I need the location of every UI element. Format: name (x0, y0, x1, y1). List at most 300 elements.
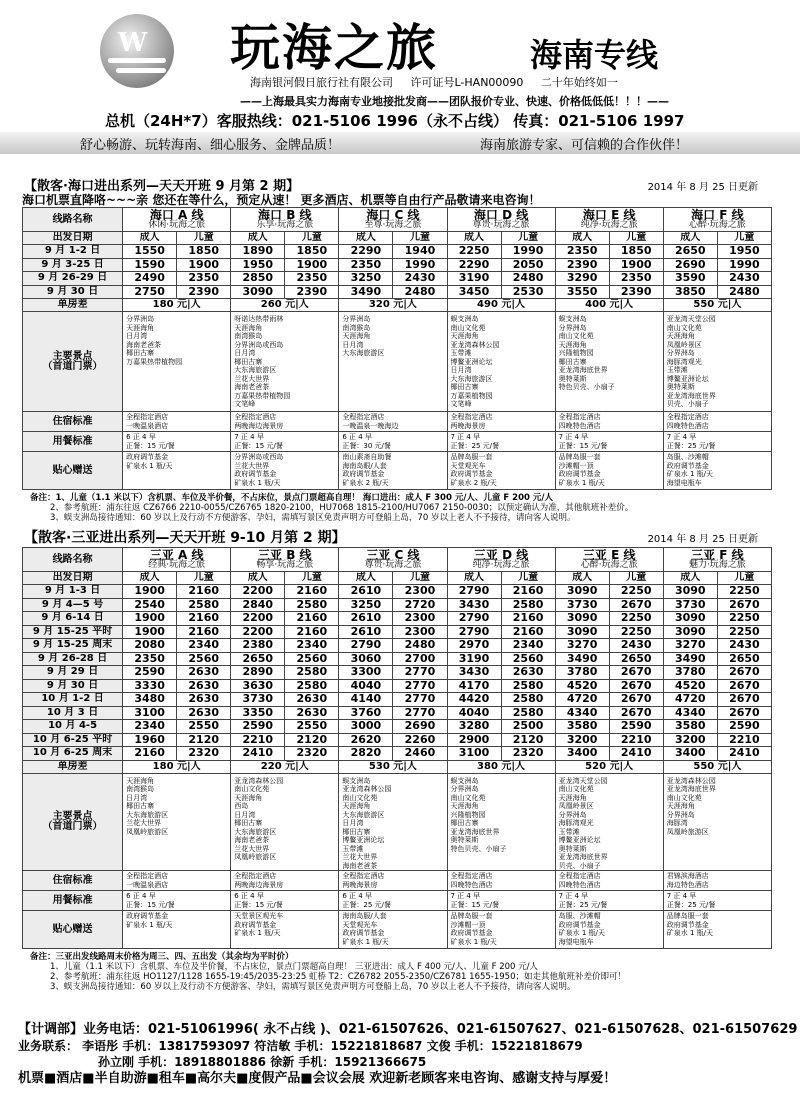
child-price: 2700 (393, 652, 447, 666)
line-name-cell (231, 208, 339, 232)
child-price: 2670 (609, 693, 663, 707)
child-price: 1850 (609, 245, 663, 259)
date-header-row (23, 232, 772, 245)
price-row (23, 652, 772, 666)
gift-items-cell: 岛服、沙滩帽 政府调节基金 矿泉水 1 瓶/天 海望电瓶车 (663, 452, 771, 490)
adult-price: 3490 (663, 652, 717, 666)
child-price: 2480 (717, 285, 771, 299)
adult-price: 3200 (663, 733, 717, 747)
child-price: 1850 (177, 245, 231, 259)
adult-header: 成人 (663, 232, 717, 245)
stay-standard-cell: 全程指定酒店 两晚海边海景房 (231, 412, 339, 432)
line-subtitle: 乐享·玩海之旅 (256, 219, 314, 230)
child-price: 2630 (177, 679, 231, 693)
child-price: 2410 (609, 747, 663, 761)
adult-header: 成人 (447, 232, 501, 245)
sights-sublabel: （首道门票） (42, 820, 103, 832)
child-price: 2300 (393, 585, 447, 599)
single-room-row (23, 760, 772, 773)
price-row (23, 625, 772, 639)
sights-cell: 亚龙湾天堂公园 南山文化苑 天涯海角 凤凰岭景区 分界洲岛 海豚湾观光 玉带滩 博鳌亚洲论坛 奥特莱斯 亚龙湾海底世界 贝壳、小扇子 (555, 773, 663, 871)
meal-standard-cell: 7 正 4 早 正餐：15 元/餐 (555, 432, 663, 452)
banner (0, 132, 800, 154)
adult-price: 4420 (447, 693, 501, 707)
line-subtitle: 尊贵·玩海之旅 (472, 219, 530, 230)
single-room-price: 490 元|人 (447, 299, 555, 312)
line-name: 三亚 C 线 (366, 547, 420, 562)
child-price: 2250 (717, 585, 771, 599)
meal-standard-row (23, 891, 772, 911)
line-subtitle: 纯净·玩海之旅 (580, 219, 638, 230)
line-subtitle: 经典·玩海之旅 (148, 559, 206, 570)
sights-cell: 蜈支洲岛 亚龙湾森林公园 南山文化苑 天涯海角 大东海旅游区 日月湾 椰田古寨 博鳌亚洲论坛 玉带滩 兰花大世界 海南老爸茶 (339, 773, 447, 871)
child-price: 2670 (609, 706, 663, 720)
child-price: 2630 (285, 706, 339, 720)
adult-price: 3090 (663, 612, 717, 626)
price-row (23, 612, 772, 626)
company-logo-icon: W (100, 14, 174, 88)
gift-items-cell: 品牌岛服一套 沙滩帽一顶 政府调节基金 矿泉水 1 瓶/天 (555, 452, 663, 490)
adult-price: 1960 (123, 733, 177, 747)
meal-standard-cell: 7 正 4 早 正餐：15 元/餐 (231, 432, 339, 452)
adult-price: 2610 (339, 585, 393, 599)
adult-price: 2490 (123, 272, 177, 286)
child-price: 1990 (717, 258, 771, 272)
meal-standard-cell: 7 正 4 早 正餐：25 元/餐 (555, 891, 663, 911)
note-line: 备注：1、儿童（1.1 米以下）含机票、车位及半价餐，不占床位，景点门票超高自理！ 海口进出：成人 F 300 元/人、儿童 F 200 元/人 (30, 493, 553, 503)
footer-services: 机票■酒店■半自助游■租车■高尔夫■度假产品■会议会展 欢迎新老顾客来电咨询、感谢支持与厚爱！ (18, 1071, 617, 1086)
child-price: 1900 (285, 258, 339, 272)
line-subtitle: 休闲·玩海之旅 (148, 219, 206, 230)
adult-price: 3200 (555, 733, 609, 747)
note-line: 备注：三亚出发线路周末价格为周三、四、五出发（其余均为平时价） (30, 952, 294, 962)
child-price: 2560 (501, 652, 555, 666)
child-price: 2160 (285, 612, 339, 626)
adult-header: 成人 (123, 232, 177, 245)
footer-phones: 【计调部】业务电话：021-51061996( 永不占线 )、021-61507626、021-61507627、021-61507628、021-61507629 (18, 1022, 798, 1037)
child-price: 2340 (177, 639, 231, 653)
line-name-cell (663, 548, 771, 572)
adult-price: 2080 (123, 639, 177, 653)
sights-cell: 分界洲岛 南湾猴岛 天涯海角 日月湾 大东海旅游区 (339, 312, 447, 412)
stay-standard-cell: 君锦滨海酒店 海边特色酒店 (663, 871, 771, 891)
stay-standard-cell: 全程指定酒店 两晚海景房 (339, 871, 447, 891)
child-price: 2250 (609, 625, 663, 639)
sights-cell: 分界洲岛 天涯海角 日月湾 海南老爸茶 椰田古寨 万嘉果热带植物园 (123, 312, 231, 412)
adult-header: 成人 (663, 572, 717, 585)
header (0, 0, 800, 175)
child-header: 儿童 (501, 572, 555, 585)
departure-date: 10 月 6-25 平时 (23, 733, 123, 747)
adult-price: 2750 (123, 285, 177, 299)
child-header: 儿童 (177, 232, 231, 245)
child-price: 2320 (501, 747, 555, 761)
stay-standard-label: 住宿标准 (23, 412, 123, 432)
adult-price: 3630 (231, 679, 285, 693)
line-name: 三亚 D 线 (473, 547, 529, 562)
child-price: 2430 (393, 272, 447, 286)
meal-standard-cell: 6 正 4 早 正餐：25 元/餐 (339, 891, 447, 911)
note-line: 1、儿童（1.1 米以下）含机票、车位及半价餐，不占床位，景点门票超高自理！ 三亚进出：成人 F 400 元/人、儿童 F 200 元/人 (50, 962, 538, 972)
adult-price: 3430 (447, 598, 501, 612)
child-price: 2480 (501, 272, 555, 286)
line-name-cell (339, 548, 447, 572)
price-row (23, 693, 772, 707)
adult-price: 1900 (123, 585, 177, 599)
adult-price: 3090 (555, 612, 609, 626)
section-title: 【散客·三亚进出系列—天天开班 9-10 月第 2 期】 (24, 530, 346, 546)
adult-price: 3490 (555, 652, 609, 666)
note-line: 3、蜈支洲岛接待通知：60 岁以上及行动不方便游客、孕妇，需填写景区免责声明方可登船上岛，70 岁以上老人不予接待，请向客人说明。 (50, 513, 576, 523)
price-row (23, 666, 772, 680)
license-number: 许可证号L-HAN00090 (410, 76, 524, 89)
gift-items-cell: 南山素斋自助餐 海南岛眼/人套 政府调节基金 矿泉水 2 瓶/天 (339, 452, 447, 490)
gift-items-cell: 海南岛服/人套 天堂观光车 政府调节基金 矿泉水 1 瓶/天 (339, 911, 447, 949)
price-row (23, 679, 772, 693)
child-header: 儿童 (177, 572, 231, 585)
child-price: 2770 (393, 693, 447, 707)
line-subtitle: 至尊·玩海之旅 (364, 219, 422, 230)
line-name-label: 线路名称 (23, 548, 123, 572)
child-price: 2580 (501, 679, 555, 693)
departure-date: 9 月 30 日 (23, 285, 123, 299)
adult-price: 3450 (447, 285, 501, 299)
stay-standard-cell: 全程指定酒店 一晚温泉酒店 (123, 871, 231, 891)
child-price: 2430 (717, 272, 771, 286)
adult-price: 2790 (339, 639, 393, 653)
child-price: 2590 (717, 720, 771, 734)
brand-title: 玩海之旅 (230, 18, 438, 77)
line-name: 三亚 E 线 (582, 547, 636, 562)
price-row (23, 285, 772, 299)
banner-left: 舒心畅游、玩转海南、细心服务、金牌品质！ (80, 137, 341, 153)
adult-price: 3430 (447, 666, 501, 680)
adult-header: 成人 (555, 572, 609, 585)
adult-price: 2210 (231, 733, 285, 747)
meal-standard-cell: 6 正 4 早 正餐：15 元/餐 (231, 891, 339, 911)
sights-cell: 蜈支洲岛 分界洲岛 南山文化苑 天涯海角 兴隆植物园 椰田古寨 亚龙湾海底世界 奥特莱斯 特色贝壳、小扇子 (447, 773, 555, 871)
child-price: 2580 (501, 706, 555, 720)
line-name-row (23, 208, 772, 232)
adult-price: 2820 (339, 747, 393, 761)
adult-price: 2290 (339, 245, 393, 259)
child-header: 儿童 (393, 572, 447, 585)
adult-price: 3250 (339, 598, 393, 612)
departure-date: 9 月 1-3 日 (23, 585, 123, 599)
child-price: 2390 (609, 285, 663, 299)
child-price: 2210 (609, 733, 663, 747)
meal-standard-label: 用餐标准 (23, 432, 123, 452)
adult-price: 4520 (663, 679, 717, 693)
adult-price: 3780 (555, 666, 609, 680)
child-header: 儿童 (717, 572, 771, 585)
child-price: 2670 (717, 666, 771, 680)
child-price: 1940 (393, 245, 447, 259)
adult-price: 3400 (555, 747, 609, 761)
adult-price: 2590 (231, 720, 285, 734)
slogan: ——上海最具实力海南专业地接批发商——团队报价专业、快速、价格低低低！！！—— (240, 95, 669, 108)
updated-date: 2014 年 8 月 25 日更新 (647, 182, 758, 193)
gift-items-cell: 品牌岛服一套 政府调节基金 矿泉水 1 瓶/天 (663, 911, 771, 949)
adult-price: 3580 (663, 720, 717, 734)
adult-price: 2690 (663, 258, 717, 272)
gift-items-row (23, 911, 772, 949)
adult-price: 2650 (231, 652, 285, 666)
child-price: 2670 (717, 706, 771, 720)
stay-standard-cell: 全程指定酒店 一晚温泉酒店 (123, 412, 231, 432)
adult-price: 2380 (231, 639, 285, 653)
line-subtitle: 心醉·玩海之旅 (580, 559, 638, 570)
adult-price: 1590 (123, 258, 177, 272)
meal-standard-cell: 6 正 4 早 正餐：30 元/餐 (339, 432, 447, 452)
child-price: 2670 (717, 693, 771, 707)
child-price: 2340 (285, 639, 339, 653)
adult-price: 2610 (339, 625, 393, 639)
adult-price: 2850 (231, 272, 285, 286)
child-price: 2560 (177, 652, 231, 666)
adult-price: 2410 (231, 747, 285, 761)
adult-price: 3300 (339, 666, 393, 680)
adult-header: 成人 (123, 572, 177, 585)
child-price: 2300 (393, 625, 447, 639)
price-row (23, 272, 772, 286)
child-price: 2670 (717, 679, 771, 693)
adult-price: 2390 (555, 258, 609, 272)
adult-price: 1890 (231, 245, 285, 259)
adult-price: 3480 (123, 693, 177, 707)
gift-items-cell: 品牌岛服一套 沙滩帽一顶 政府调节基金 矿泉水 1 瓶/天 (447, 911, 555, 949)
child-price: 2550 (177, 720, 231, 734)
child-price: 2350 (177, 272, 231, 286)
departure-date: 9 月 15-25 平时 (23, 625, 123, 639)
child-price: 2160 (501, 585, 555, 599)
child-price: 1990 (501, 245, 555, 259)
child-price: 2670 (609, 679, 663, 693)
sanya-section (0, 527, 800, 992)
departure-date: 10 月 1-2 日 (23, 693, 123, 707)
child-price: 2630 (285, 693, 339, 707)
adult-price: 3850 (663, 285, 717, 299)
line-name: 三亚 F 线 (691, 547, 744, 562)
departure-date: 9 月 26-29 日 (23, 272, 123, 286)
adult-price: 3330 (123, 679, 177, 693)
adult-price: 3350 (231, 706, 285, 720)
adult-price: 4040 (339, 679, 393, 693)
child-price: 2260 (393, 733, 447, 747)
single-room-price: 550 元|人 (663, 760, 771, 773)
line-subtitle: 纯净·玩海之旅 (472, 559, 530, 570)
sights-cell: 亚龙湾森林公园 亚龙湾海底世界 南山文化苑 天涯海角 分界洲岛 海豚湾 凤凰岭旅游区 (663, 773, 771, 871)
adult-header: 成人 (231, 232, 285, 245)
adult-price: 2290 (447, 258, 501, 272)
single-room-price: 180 元|人 (123, 760, 231, 773)
adult-price: 4340 (555, 706, 609, 720)
single-room-label: 单房差 (23, 299, 123, 312)
adult-price: 2340 (123, 720, 177, 734)
company-name: 海南银河假日旅行社有限公司 (250, 76, 393, 89)
departure-date: 10 月 3 日 (23, 706, 123, 720)
adult-price: 3730 (555, 598, 609, 612)
stay-standard-cell: 全程指定酒店 一晚温泉一晚海边 (339, 412, 447, 432)
adult-price: 3090 (663, 625, 717, 639)
sights-row (23, 773, 772, 871)
sights-label-cell (23, 312, 123, 412)
stay-standard-label: 住宿标准 (23, 871, 123, 891)
child-price: 2460 (393, 747, 447, 761)
child-price: 2580 (501, 693, 555, 707)
single-room-price: 380 元|人 (447, 760, 555, 773)
stay-standard-cell: 全程指定酒店 两晚海景房 (447, 412, 555, 432)
date-label: 出发日期 (23, 572, 123, 585)
departure-date: 9 月 6-14 日 (23, 612, 123, 626)
line-name-cell (447, 548, 555, 572)
sights-cell: 呀诺达热带雨林 天涯海角 南湾猴岛 分界洲岛或西岛 日月湾 椰田古寨 大东海旅游区 兰花大世界 海南老爸茶 万嘉果热带植物园 文笔峰 (231, 312, 339, 412)
adult-price: 3760 (339, 706, 393, 720)
child-price: 2480 (393, 639, 447, 653)
sanya-notes (0, 952, 800, 992)
adult-price: 3250 (339, 272, 393, 286)
adult-price: 2350 (339, 258, 393, 272)
section-header (0, 175, 800, 193)
line-name-cell (447, 208, 555, 232)
sights-cell: 蜈支洲岛 南山文化苑 天涯海角 亚龙湾森林公园 玉带滩 博鳌亚洲论坛 日月湾 大东海旅游区 椰田古寨 万嘉果植物园 文笔峰 (447, 312, 555, 412)
child-header: 儿童 (285, 232, 339, 245)
sights-cell: 天涯海角 南湾猴岛 日月湾 椰田古寨 大东海旅游区 兰花大世界 凤凰岭旅游区 (123, 773, 231, 871)
child-price: 2160 (501, 612, 555, 626)
child-price: 2670 (609, 598, 663, 612)
line-name-label: 线路名称 (23, 208, 123, 232)
footer-contacts: 业务联系： 李语彤 手机：13817593097 符洁敏 手机：15221818687 文俊 手机：15221818679 (18, 1039, 583, 1053)
adult-price: 3090 (663, 585, 717, 599)
single-room-price: 320 元|人 (339, 299, 447, 312)
stay-standard-cell: 全程指定酒店 四晚特色酒店 (555, 871, 663, 891)
adult-price: 3190 (447, 272, 501, 286)
adult-price: 3290 (555, 272, 609, 286)
adult-price: 3590 (663, 272, 717, 286)
departure-date: 10 月 6-25 周末 (23, 747, 123, 761)
adult-price: 4720 (663, 693, 717, 707)
child-price: 2630 (501, 666, 555, 680)
line-name: 三亚 A 线 (149, 547, 204, 562)
line-name-cell (555, 548, 663, 572)
child-price: 2550 (285, 720, 339, 734)
child-price: 2250 (717, 612, 771, 626)
child-price: 1900 (609, 258, 663, 272)
section-header (0, 527, 800, 547)
line-subtitle: 畅享·玩海之旅 (256, 559, 314, 570)
since-text: 二十年始终如一 (540, 76, 618, 89)
line-name-cell (231, 548, 339, 572)
child-price: 2250 (609, 612, 663, 626)
adult-header: 成人 (339, 572, 393, 585)
line-name-cell (339, 208, 447, 232)
adult-price: 2890 (231, 666, 285, 680)
adult-price: 1900 (123, 625, 177, 639)
note-line: 2、参考航班：浦东往返 CZ6766 2210-0055/CZ6765 1820-2100，HU7068 1815-2100/HU7067 2150-0030；以预定确认为准，其他航班补差价。 (50, 503, 634, 513)
child-price: 2050 (501, 258, 555, 272)
gift-items-cell: 品牌岛服一套 天堂观光车 政府调节基金 矿泉水 2 瓶/天 (447, 452, 555, 490)
adult-price: 2200 (231, 585, 285, 599)
line-subtitle: 魅力·玩海之旅 (688, 559, 746, 570)
adult-price: 2160 (123, 747, 177, 761)
promo-text: 海口机票直降咯~~~亲 您还在等什么，预定从速！ 更多酒店、机票等自由行产品敬请来电咨询！ (22, 193, 541, 207)
single-room-price: 550 元|人 (663, 299, 771, 312)
company-info (250, 74, 618, 90)
single-room-price: 180 元|人 (123, 299, 231, 312)
price-row (23, 706, 772, 720)
line-name: 海口 A 线 (149, 207, 204, 222)
adult-price: 3400 (663, 747, 717, 761)
stay-standard-cell: 全程指定酒店 四晚特色酒店 (447, 871, 555, 891)
child-price: 2250 (717, 625, 771, 639)
child-price: 2300 (393, 612, 447, 626)
adult-price: 4040 (447, 706, 501, 720)
single-room-price: 530 元|人 (339, 760, 447, 773)
gift-items-cell: 分界洲岛或西岛 兰花大世界 政府调节基金 矿泉水 1 瓶/天 (231, 452, 339, 490)
line-name-cell (123, 548, 231, 572)
adult-price: 3490 (339, 285, 393, 299)
line-subtitle: 尊贵·玩海之旅 (364, 559, 422, 570)
footer-contacts-2: 孙立刚 手机：18918801886 徐新 手机：15921366675 (98, 1055, 427, 1069)
departure-date: 10 月 4-5 (23, 720, 123, 734)
adult-price: 1900 (123, 612, 177, 626)
single-room-price: 220 元|人 (231, 760, 339, 773)
adult-price: 3090 (231, 285, 285, 299)
meal-standard-cell: 6 正 4 早 正餐：15 元/餐 (123, 432, 231, 452)
adult-price: 2790 (447, 585, 501, 599)
adult-price: 2970 (447, 639, 501, 653)
gift-items-row (23, 452, 772, 490)
haikou-price-table (22, 207, 772, 490)
child-price: 2690 (393, 720, 447, 734)
child-price: 2630 (177, 666, 231, 680)
adult-price: 3730 (663, 598, 717, 612)
child-price: 2430 (717, 639, 771, 653)
departure-date: 9 月 4—5 号 (23, 598, 123, 612)
date-header-row (23, 572, 772, 585)
departure-date: 9 月 29 日 (23, 666, 123, 680)
single-room-row (23, 299, 772, 312)
line-name: 三亚 B 线 (258, 547, 312, 562)
line-name: 海口 C 线 (366, 207, 420, 222)
stay-standard-row (23, 871, 772, 891)
single-room-price: 520 元|人 (555, 760, 663, 773)
adult-price: 4170 (447, 679, 501, 693)
adult-price: 2650 (663, 245, 717, 259)
adult-price: 3730 (231, 693, 285, 707)
child-header: 儿童 (609, 232, 663, 245)
adult-price: 2790 (447, 625, 501, 639)
child-price: 2650 (717, 652, 771, 666)
brand-subtitle: 海南专线 (530, 36, 659, 74)
hotline: 总机（24H*7）客服热线：021-5106 1996（永不占线） 传真：021-5106 1997 (105, 112, 685, 130)
child-header: 儿童 (717, 232, 771, 245)
adult-price: 3780 (663, 666, 717, 680)
child-price: 2160 (285, 625, 339, 639)
adult-price: 1950 (231, 258, 285, 272)
haikou-section (0, 175, 800, 523)
adult-price: 2840 (231, 598, 285, 612)
adult-price: 2620 (339, 733, 393, 747)
adult-header: 成人 (555, 232, 609, 245)
child-price: 2340 (501, 639, 555, 653)
adult-price: 2610 (339, 612, 393, 626)
adult-price: 3100 (447, 747, 501, 761)
line-name-cell (123, 208, 231, 232)
child-header: 儿童 (285, 572, 339, 585)
child-price: 2350 (285, 272, 339, 286)
child-price: 2160 (501, 625, 555, 639)
